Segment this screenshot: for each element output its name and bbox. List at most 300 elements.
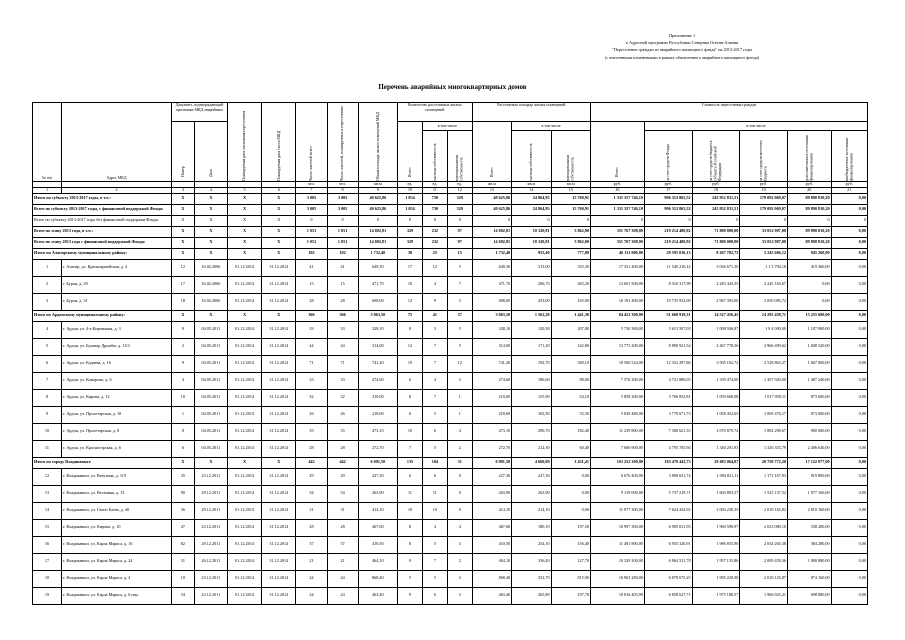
value-cell: X: [262, 457, 296, 468]
value-cell: 3 036 671,30: [692, 259, 740, 276]
value-cell: 351 767 308,00: [590, 226, 644, 237]
column-number-cell: 5: [227, 187, 261, 193]
value-cell: 0,00: [831, 457, 867, 468]
value-cell: 3 890 631,74: [644, 468, 692, 485]
subtotal-row: [33, 248, 868, 259]
value-cell: 6 864 531,78: [644, 553, 692, 570]
value-cell: 7 624 434,92: [644, 502, 692, 519]
table-row: [33, 468, 868, 485]
value-cell: 26: [296, 406, 327, 423]
value-cell: 414,10: [512, 502, 551, 519]
value-cell: 1 604 803,37: [692, 485, 740, 502]
value-cell: 01.12.2014: [227, 423, 261, 440]
row-number: 6: [33, 355, 62, 372]
value-cell: 01.12.2014: [227, 502, 261, 519]
value-cell: 6: [171, 440, 194, 457]
value-cell: 23.12.2011: [194, 570, 227, 587]
value-cell: 10 320,81: [512, 237, 551, 248]
value-cell: 6: [422, 587, 447, 604]
value-cell: 24 864,95: [512, 204, 551, 215]
value-cell: 227,30: [472, 468, 511, 485]
value-cell: 1 187 000,00: [788, 321, 832, 338]
value-cell: 9: [398, 553, 423, 570]
value-cell: 2: [447, 440, 472, 457]
value-cell: 104: [422, 457, 447, 468]
value-cell: 5 245 666,12: [740, 248, 788, 259]
value-cell: 31.12.2014: [262, 468, 296, 485]
value-cell: 2 245 163,67: [740, 276, 788, 293]
header-doc-date: Дата: [194, 122, 227, 182]
value-cell: X: [171, 193, 194, 204]
value-cell: 20 750 772,20: [740, 457, 788, 468]
value-cell: X: [194, 310, 227, 321]
value-cell: 2 094 230,35: [692, 502, 740, 519]
value-cell: X: [171, 204, 194, 215]
address-cell: г. Ардон, ул. 4-я Кирпичная, д. 3: [62, 321, 172, 338]
value-cell: 186,60: [512, 372, 551, 389]
value-cell: 4 660,09: [512, 457, 551, 468]
value-cell: 41: [422, 310, 447, 321]
value-cell: 33: [327, 321, 358, 338]
value-cell: 919 800,00: [788, 468, 832, 485]
value-cell: 11: [422, 485, 447, 502]
value-cell: 3 005: [296, 193, 327, 204]
value-cell: 227,30: [512, 468, 551, 485]
value-cell: 649,30: [472, 259, 511, 276]
value-cell: 103 478 443,73: [644, 457, 692, 468]
column-number-cell: 1: [33, 187, 62, 193]
value-cell: 2 967 393,00: [692, 293, 740, 310]
value-cell: 15: [296, 276, 327, 293]
value-cell: 900 000,00: [788, 423, 832, 440]
value-cell: 245 952 831,51: [692, 193, 740, 204]
value-cell: 3 766 833,81: [644, 389, 692, 406]
value-cell: 10: [398, 276, 423, 293]
value-cell: 0,00: [831, 338, 867, 355]
value-cell: 180,10: [512, 519, 551, 536]
value-cell: 89 890 810,20: [788, 193, 832, 204]
row-number: 18: [33, 570, 62, 587]
value-cell: 0: [398, 215, 423, 226]
value-cell: 97: [447, 237, 472, 248]
row-number: 7: [33, 372, 62, 389]
value-cell: 5 737 219,71: [644, 485, 692, 502]
header-area-incl: в том числе: [512, 122, 591, 131]
value-cell: 32: [296, 389, 327, 406]
value-cell: 01.12.2014: [227, 587, 261, 604]
value-cell: 102: [296, 248, 327, 259]
value-cell: 0,00: [831, 553, 867, 570]
value-cell: 6: [422, 423, 447, 440]
address-cell: г. Ардон, ул. Бульвар Дружбы, д. 13/3: [62, 338, 172, 355]
value-cell: 1 966 925,21: [740, 587, 788, 604]
value-cell: 1 562,20: [512, 310, 551, 321]
value-cell: 207,80: [551, 321, 590, 338]
value-cell: 227,30: [358, 468, 397, 485]
value-cell: 698 880,00: [788, 587, 832, 604]
value-cell: 01.12.2014: [227, 406, 261, 423]
header-cost-total: Всего: [590, 122, 644, 182]
value-cell: 384 280,00: [788, 536, 832, 553]
value-cell: 4: [422, 372, 447, 389]
value-cell: 0,00: [831, 355, 867, 372]
value-cell: 414,10: [358, 502, 397, 519]
value-cell: 24 864,95: [512, 193, 551, 204]
value-cell: 40 625,86: [472, 193, 511, 204]
value-cell: X: [171, 310, 194, 321]
value-cell: 7: [398, 440, 423, 457]
value-cell: X: [227, 237, 261, 248]
value-cell: X: [194, 193, 227, 204]
value-cell: 329: [447, 193, 472, 204]
value-cell: 46 113 000,00: [590, 248, 644, 259]
value-cell: 31: [171, 553, 194, 570]
value-cell: 352,70: [512, 570, 551, 587]
value-cell: 0,00: [831, 276, 867, 293]
column-number-cell: 4: [194, 187, 227, 193]
value-cell: 10: [171, 570, 194, 587]
value-cell: 0: [551, 215, 590, 226]
unit-cell: чел.: [296, 182, 327, 188]
value-cell: 2 810 160,00: [788, 502, 832, 519]
value-cell: 1 051: [327, 226, 358, 237]
value-cell: 7 576 200,00: [590, 372, 644, 389]
value-cell: 0,00: [831, 485, 867, 502]
value-cell: 1 307 920,00: [740, 372, 788, 389]
value-cell: 17 122 977,00: [788, 457, 832, 468]
value-cell: 463,40: [472, 587, 511, 604]
value-cell: 01.12.2014: [227, 321, 261, 338]
value-cell: 31: [296, 502, 327, 519]
value-cell: 33 052 907,08: [740, 226, 788, 237]
value-cell: 2 023 080,10: [740, 519, 788, 536]
value-cell: 1 732,40: [472, 248, 511, 259]
value-cell: 873 600,00: [788, 389, 832, 406]
value-cell: 263,90: [358, 485, 397, 502]
column-number-cell: 11: [422, 187, 447, 193]
value-cell: 135: [398, 457, 423, 468]
value-cell: 04.05.2011: [194, 423, 227, 440]
value-cell: 14 295 438,71: [740, 310, 788, 321]
value-cell: 3 063,50: [358, 310, 397, 321]
value-cell: 0: [590, 215, 644, 226]
value-cell: X: [227, 248, 261, 259]
value-cell: 0,00: [831, 226, 867, 237]
value-cell: 31.12.2014: [262, 536, 296, 553]
value-cell: 11: [398, 485, 423, 502]
value-cell: 7 666 900,00: [590, 440, 644, 457]
header-cost-local: за счет средств местного бюджета: [740, 131, 788, 182]
value-cell: 218,60: [358, 406, 397, 423]
value-cell: 3 063,50: [472, 310, 511, 321]
value-cell: 01.12.2014: [227, 355, 261, 372]
value-cell: 71: [327, 355, 358, 372]
column-number-cell: 6: [262, 187, 296, 193]
value-cell: 41: [296, 259, 327, 276]
value-cell: 04.05.2011: [194, 406, 227, 423]
value-cell: 873 060,00: [788, 406, 832, 423]
value-cell: 120,30: [512, 321, 551, 338]
value-cell: 31.12.2014: [262, 321, 296, 338]
value-cell: 2 034 265,38: [740, 536, 788, 553]
value-cell: 9: [171, 355, 194, 372]
value-cell: 3 005: [327, 193, 358, 204]
value-cell: 996 312 865,52: [644, 204, 692, 215]
value-cell: 0,00: [831, 406, 867, 423]
value-cell: 8 890 921,54: [644, 338, 692, 355]
value-cell: 1 054: [398, 193, 423, 204]
value-cell: 28: [327, 440, 358, 457]
value-cell: 5: [447, 338, 472, 355]
value-cell: 31.12.2014: [262, 259, 296, 276]
value-cell: 9 139 000,00: [590, 485, 644, 502]
value-cell: 0,00: [831, 587, 867, 604]
column-number-cell: 9: [358, 187, 397, 193]
value-cell: 23.12.2011: [194, 519, 227, 536]
value-cell: 17: [171, 276, 194, 293]
value-cell: 12 352 297,86: [644, 355, 692, 372]
value-cell: 868,40: [472, 570, 511, 587]
value-cell: 192,70: [512, 355, 551, 372]
value-cell: 26: [327, 406, 358, 423]
value-cell: 3: [447, 587, 472, 604]
value-cell: 7: [422, 338, 447, 355]
value-cell: 2 528 863,27: [740, 355, 788, 372]
address-cell: г. Владикавказ, ул. Гаппо Баева, д. 40: [62, 502, 172, 519]
header-rooms-incl: в том числе: [422, 122, 472, 131]
value-cell: 328,10: [358, 321, 397, 338]
value-cell: 0,00: [831, 372, 867, 389]
subtotal-row: [33, 215, 868, 226]
value-cell: 2 966 499,62: [740, 338, 788, 355]
header-area-res-total: Всего: [472, 122, 511, 182]
address-cell: г. Владикавказ, ул. Карла Маркса, д. 4: [62, 570, 172, 587]
value-cell: 5: [447, 259, 472, 276]
value-cell: 313,00: [512, 259, 551, 276]
value-cell: 0,00: [831, 293, 867, 310]
value-cell: 419 360,00: [788, 259, 832, 276]
value-cell: 2 010 125,87: [740, 570, 788, 587]
value-cell: 274,60: [358, 372, 397, 389]
value-cell: 7: [447, 276, 472, 293]
value-cell: 47: [171, 519, 194, 536]
value-cell: X: [262, 248, 296, 259]
value-cell: 265,20: [551, 276, 590, 293]
value-cell: X: [262, 193, 296, 204]
column-number-cell: 7: [296, 187, 327, 193]
value-cell: 0,00: [831, 570, 867, 587]
value-cell: 11 239 800,00: [590, 423, 644, 440]
value-cell: 18: [171, 293, 194, 310]
column-number-cell: 8: [327, 187, 358, 193]
value-cell: 3: [447, 570, 472, 587]
value-cell: 40 625,86: [358, 193, 397, 204]
value-cell: 2 010 165,82: [740, 502, 788, 519]
value-cell: 16.02.2006: [194, 293, 227, 310]
value-cell: 04.05.2011: [194, 440, 227, 457]
document-title: Перечень аварийных многоквартирных домов: [378, 83, 527, 91]
value-cell: 5: [422, 536, 447, 553]
value-cell: 17 331 400,00: [590, 259, 644, 276]
appendix-line: (с внесенными изменениями в рамках обновленного аварийного жилищного фонда): [604, 54, 760, 60]
value-cell: 71 800 000,00: [692, 226, 740, 237]
row-number: 13: [33, 485, 62, 502]
value-cell: X: [227, 193, 261, 204]
table-row: [33, 519, 868, 536]
value-cell: 12: [447, 355, 472, 372]
unit-cell: кв.м: [551, 182, 590, 188]
value-cell: 28: [296, 519, 327, 536]
value-cell: 351 767 308,00: [590, 237, 644, 248]
subtotal-row: [33, 204, 868, 215]
subtotal-row: [33, 310, 868, 321]
value-cell: X: [227, 310, 261, 321]
table-row: [33, 502, 868, 519]
value-cell: X: [194, 457, 227, 468]
value-cell: 29: [327, 468, 358, 485]
value-cell: 5: [447, 321, 472, 338]
column-number-cell: 18: [692, 187, 740, 193]
value-cell: 40 625,86: [472, 204, 511, 215]
value-cell: 31.12.2014: [262, 440, 296, 457]
value-cell: 37: [447, 310, 472, 321]
value-cell: 04.05.2011: [194, 321, 227, 338]
value-cell: 29.12.2011: [194, 485, 227, 502]
value-cell: 84 452 300,00: [590, 310, 644, 321]
value-cell: 0: [447, 468, 472, 485]
value-cell: 4: [422, 519, 447, 536]
value-cell: 102: [327, 248, 358, 259]
value-cell: 15 255 600,00: [788, 310, 832, 321]
row-number: 16: [33, 536, 62, 553]
header-rooms-total: Всего: [398, 122, 423, 182]
value-cell: 44: [296, 338, 327, 355]
address-cell: г. Владикавказ, ул. Ватутина, д. 119: [62, 468, 172, 485]
value-cell: 71 800 000,00: [692, 237, 740, 248]
row-number: 17: [33, 553, 62, 570]
value-cell: 0,00: [831, 248, 867, 259]
header-area-municipal: муниципальная собственность: [551, 131, 590, 182]
address-cell: г. Ардон, ул. Пролетарская, д. 18: [62, 406, 172, 423]
value-cell: 9: [171, 321, 194, 338]
header-residents-plan: Число жителей, планируемых к переселению: [327, 103, 358, 182]
value-cell: 815,90: [551, 570, 590, 587]
value-cell: 219 214 400,92: [644, 226, 692, 237]
value-cell: 1: [447, 389, 472, 406]
value-cell: 12: [171, 259, 194, 276]
value-cell: 31.12.2014: [262, 519, 296, 536]
value-cell: 1 882 298,67: [740, 423, 788, 440]
value-cell: 549,10: [551, 355, 590, 372]
value-cell: 0,00: [831, 193, 867, 204]
value-cell: 608,00: [358, 293, 397, 310]
value-cell: 34: [171, 587, 194, 604]
value-cell: 156,40: [551, 536, 590, 553]
value-cell: 538 200,00: [788, 519, 832, 536]
value-cell: X: [262, 310, 296, 321]
value-cell: 366: [296, 310, 327, 321]
value-cell: 14 692,81: [472, 226, 511, 237]
value-cell: X: [194, 215, 227, 226]
address-cell: г. Ардон, ул. Красногорская, д. 6: [62, 440, 172, 457]
value-cell: 2: [447, 553, 472, 570]
value-cell: 471,70: [472, 276, 511, 293]
table-row: [33, 276, 868, 293]
value-cell: 2 406 640,00: [788, 440, 832, 457]
value-cell: 8: [398, 389, 423, 406]
value-cell: 37: [296, 536, 327, 553]
value-cell: 874 160,00: [788, 570, 832, 587]
value-cell: 263,90: [512, 485, 551, 502]
value-cell: 14 527 456,45: [692, 310, 740, 321]
value-cell: 3 862,00: [551, 226, 590, 237]
value-cell: 1 977 160,00: [788, 485, 832, 502]
value-cell: 97: [447, 226, 472, 237]
value-cell: 54: [296, 485, 327, 502]
value-cell: 328,10: [472, 321, 511, 338]
value-cell: 464,10: [358, 553, 397, 570]
table-row: [33, 570, 868, 587]
value-cell: 0: [447, 215, 472, 226]
value-cell: 31.12.2014: [262, 587, 296, 604]
value-cell: 7: [422, 389, 447, 406]
value-cell: 179 092 069,07: [740, 204, 788, 215]
value-cell: 33: [296, 372, 327, 389]
column-number-cell: 13: [472, 187, 511, 193]
value-cell: 41: [327, 259, 358, 276]
column-number-cell: 15: [551, 187, 590, 193]
value-cell: X: [262, 204, 296, 215]
value-cell: 1 732,40: [358, 248, 397, 259]
value-cell: 0,00: [831, 204, 867, 215]
value-cell: 5 858 200,00: [590, 389, 644, 406]
value-cell: 21: [296, 553, 327, 570]
header-cost-fund: за счет средств Фонда: [644, 131, 692, 182]
appendix-note: [517, 32, 847, 61]
value-cell: 16.02.2006: [194, 259, 227, 276]
column-number-cell: 3: [171, 187, 194, 193]
value-cell: 3: [422, 321, 447, 338]
value-cell: 35: [171, 468, 194, 485]
register-table: [32, 102, 868, 605]
value-cell: 0,00: [831, 237, 867, 248]
value-cell: X: [171, 248, 194, 259]
value-cell: 31.12.2014: [262, 485, 296, 502]
value-cell: 31.12.2014: [262, 372, 296, 389]
row-number: 3: [33, 293, 62, 310]
value-cell: 4: [171, 372, 194, 389]
value-cell: 30: [398, 248, 423, 259]
row-number: 2: [33, 276, 62, 293]
value-cell: 04.05.2011: [194, 389, 227, 406]
value-cell: 82: [171, 536, 194, 553]
value-cell: 197,50: [551, 519, 590, 536]
value-cell: 163,30: [512, 406, 551, 423]
value-cell: 730: [422, 193, 447, 204]
value-cell: 01.12.2014: [227, 519, 261, 536]
table-body: [33, 193, 868, 604]
value-cell: 0: [358, 215, 397, 226]
value-cell: 11 540 216,12: [644, 259, 692, 276]
value-cell: 1 431,41: [551, 457, 590, 468]
value-cell: 1 960 598,97: [692, 519, 740, 536]
value-cell: 1 487 240,00: [788, 372, 832, 389]
address-cell: г. Владикавказ, ул. Карла Маркса, д. 6 пер.: [62, 587, 172, 604]
value-cell: 165,00: [551, 293, 590, 310]
value-cell: 6: [398, 468, 423, 485]
value-cell: 33 052 907,08: [740, 237, 788, 248]
value-cell: 649,30: [358, 259, 397, 276]
